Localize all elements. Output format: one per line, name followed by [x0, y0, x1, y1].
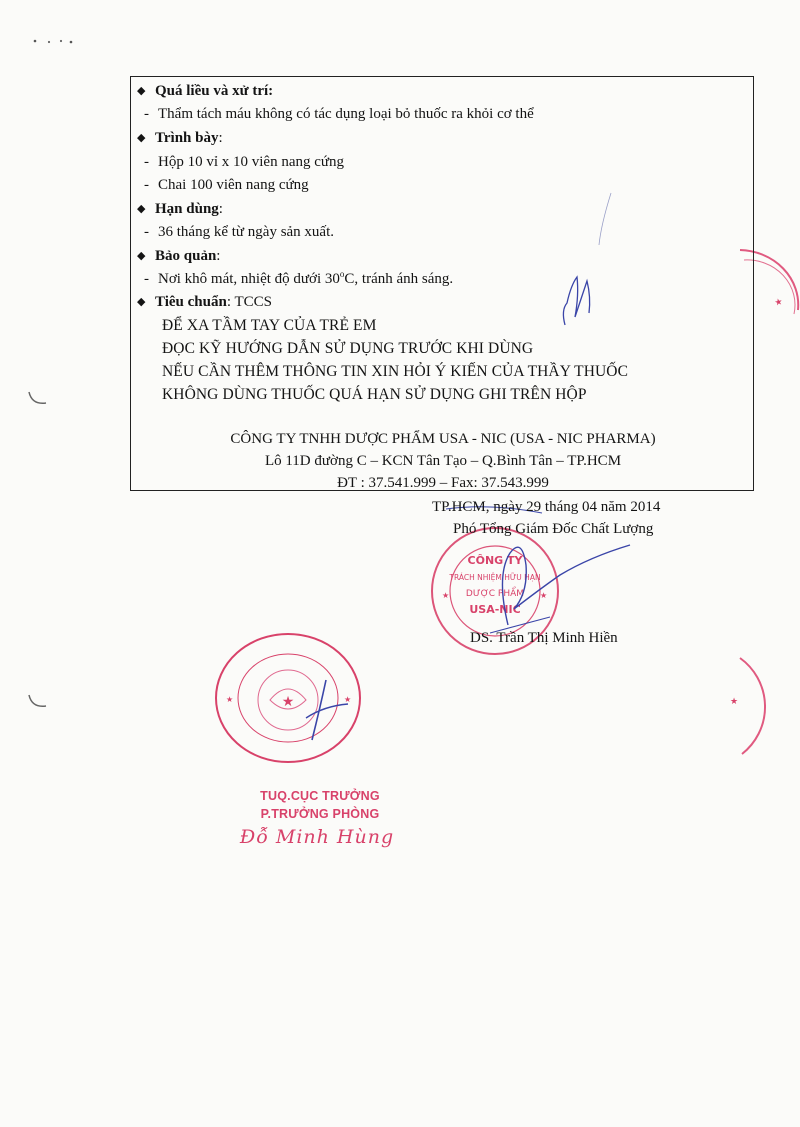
shelf-life-item-text: 36 tháng kể từ ngày sản xuất.: [158, 224, 335, 240]
overdose-heading-line: [137, 82, 273, 100]
warning-consult-doctor: NẾU CẦN THÊM THÔNG TIN XIN HỎI Ý KIẾN CỦA THẦY THUỐC: [162, 363, 629, 380]
presentation-item-text: Chai 100 viên nang cứng: [158, 177, 309, 193]
standard-heading-suffix: : TCCS: [226, 294, 273, 310]
signature-name: DS. Trần Thị Minh Hiền: [470, 630, 618, 646]
diamond-bullet-icon: ◆: [137, 85, 146, 97]
presentation-item-box: [144, 153, 344, 171]
storage-heading-line: [137, 247, 220, 265]
standard-heading-line: [137, 293, 272, 311]
presentation-item-bottle: [144, 176, 309, 194]
presentation-heading: Trình bày: [155, 130, 219, 146]
gov-approval-line1: TUQ.CỤC TRƯỞNG: [260, 789, 380, 803]
dash-marker: -: [144, 271, 149, 287]
shelf-life-heading-line: [137, 200, 223, 218]
initials-handwriting: [551, 185, 631, 335]
star-icon: ★: [226, 695, 234, 704]
warning-read-instructions: ĐỌC KỸ HƯỚNG DẪN SỬ DỤNG TRƯỚC KHI DÙNG: [162, 340, 534, 357]
company-stamp-line3: DƯỢC PHẨM: [465, 589, 525, 599]
shelf-life-item: [144, 223, 334, 241]
dash-marker: -: [144, 177, 149, 193]
star-emblem-icon: ★: [281, 694, 295, 710]
star-icon: ★: [442, 591, 450, 600]
dash-marker: -: [144, 224, 149, 240]
warning-keep-away: ĐỂ XA TẦM TAY CỦA TRẺ EM: [162, 317, 377, 334]
storage-heading: Bảo quản: [155, 248, 217, 264]
storage-item-suffix: C, tránh ánh sáng.: [344, 271, 454, 287]
overdose-item-text: Thẩm tách máu không có tác dụng loại bỏ thuốc ra khỏi cơ thể: [158, 106, 534, 122]
company-stamp-line2: TRÁCH NHIỆM HỮU HẠN: [449, 573, 541, 582]
signature-date: TP.HCM, ngày 29 tháng 04 năm 2014: [432, 499, 661, 515]
storage-item-prefix: Nơi khô mát, nhiệt độ dưới 30: [158, 271, 340, 287]
scan-marks: [0, 0, 80, 50]
company-address: Lô 11D đường C – KCN Tân Tạo – Q.Bình Tân – TP.HCM: [264, 453, 622, 469]
star-icon: ★: [344, 695, 352, 704]
government-seal: [208, 628, 368, 768]
company-name: CÔNG TY TNHH DƯỢC PHẨM USA - NIC (USA - NIC PHARMA): [230, 431, 656, 447]
company-stamp-line1: CÔNG TY: [467, 554, 523, 567]
storage-item: [144, 270, 453, 288]
presentation-heading-suffix: :: [218, 130, 223, 146]
standard-heading: Tiêu chuẩn: [155, 294, 227, 310]
warning-expiry: KHÔNG DÙNG THUỐC QUÁ HẠN SỬ DỤNG GHI TRÊN HỘP: [162, 386, 587, 403]
product-info-box: [130, 76, 754, 491]
svg-text:★: ★: [730, 697, 739, 707]
overdose-item: [144, 105, 534, 123]
overdose-heading: Quá liều và xử trí:: [155, 83, 274, 99]
presentation-item-text: Hộp 10 vỉ x 10 viên nang cứng: [158, 154, 345, 170]
diamond-bullet-icon: ◆: [137, 203, 146, 215]
gov-approval-line2: P.TRƯỞNG PHÒNG: [260, 807, 380, 821]
company-contact: ĐT : 37.541.999 – Fax: 37.543.999: [337, 475, 549, 491]
company-stamp-line4: USA-NIC: [469, 603, 521, 616]
diamond-bullet-icon: ◆: [137, 296, 146, 308]
dash-marker: -: [144, 154, 149, 170]
star-icon: ★: [540, 591, 548, 600]
punch-hole-mark-lower: [24, 690, 54, 720]
storage-heading-suffix: :: [216, 248, 221, 264]
shelf-life-heading: Hạn dùng: [155, 201, 219, 217]
gov-approval-signature: Đỗ Minh Hùng: [239, 826, 395, 848]
presentation-heading-line: [137, 129, 223, 147]
degree-superscript: o: [339, 269, 345, 279]
edge-stamp-lower-partial: [700, 650, 800, 760]
dash-marker: -: [144, 106, 149, 122]
diamond-bullet-icon: ◆: [137, 132, 146, 144]
diamond-bullet-icon: ◆: [137, 250, 146, 262]
shelf-life-heading-suffix: :: [218, 201, 223, 217]
svg-text:★: ★: [771, 296, 785, 309]
punch-hole-mark-upper: [24, 385, 54, 415]
signature-title: Phó Tổng Giám Đốc Chất Lượng: [453, 521, 654, 537]
